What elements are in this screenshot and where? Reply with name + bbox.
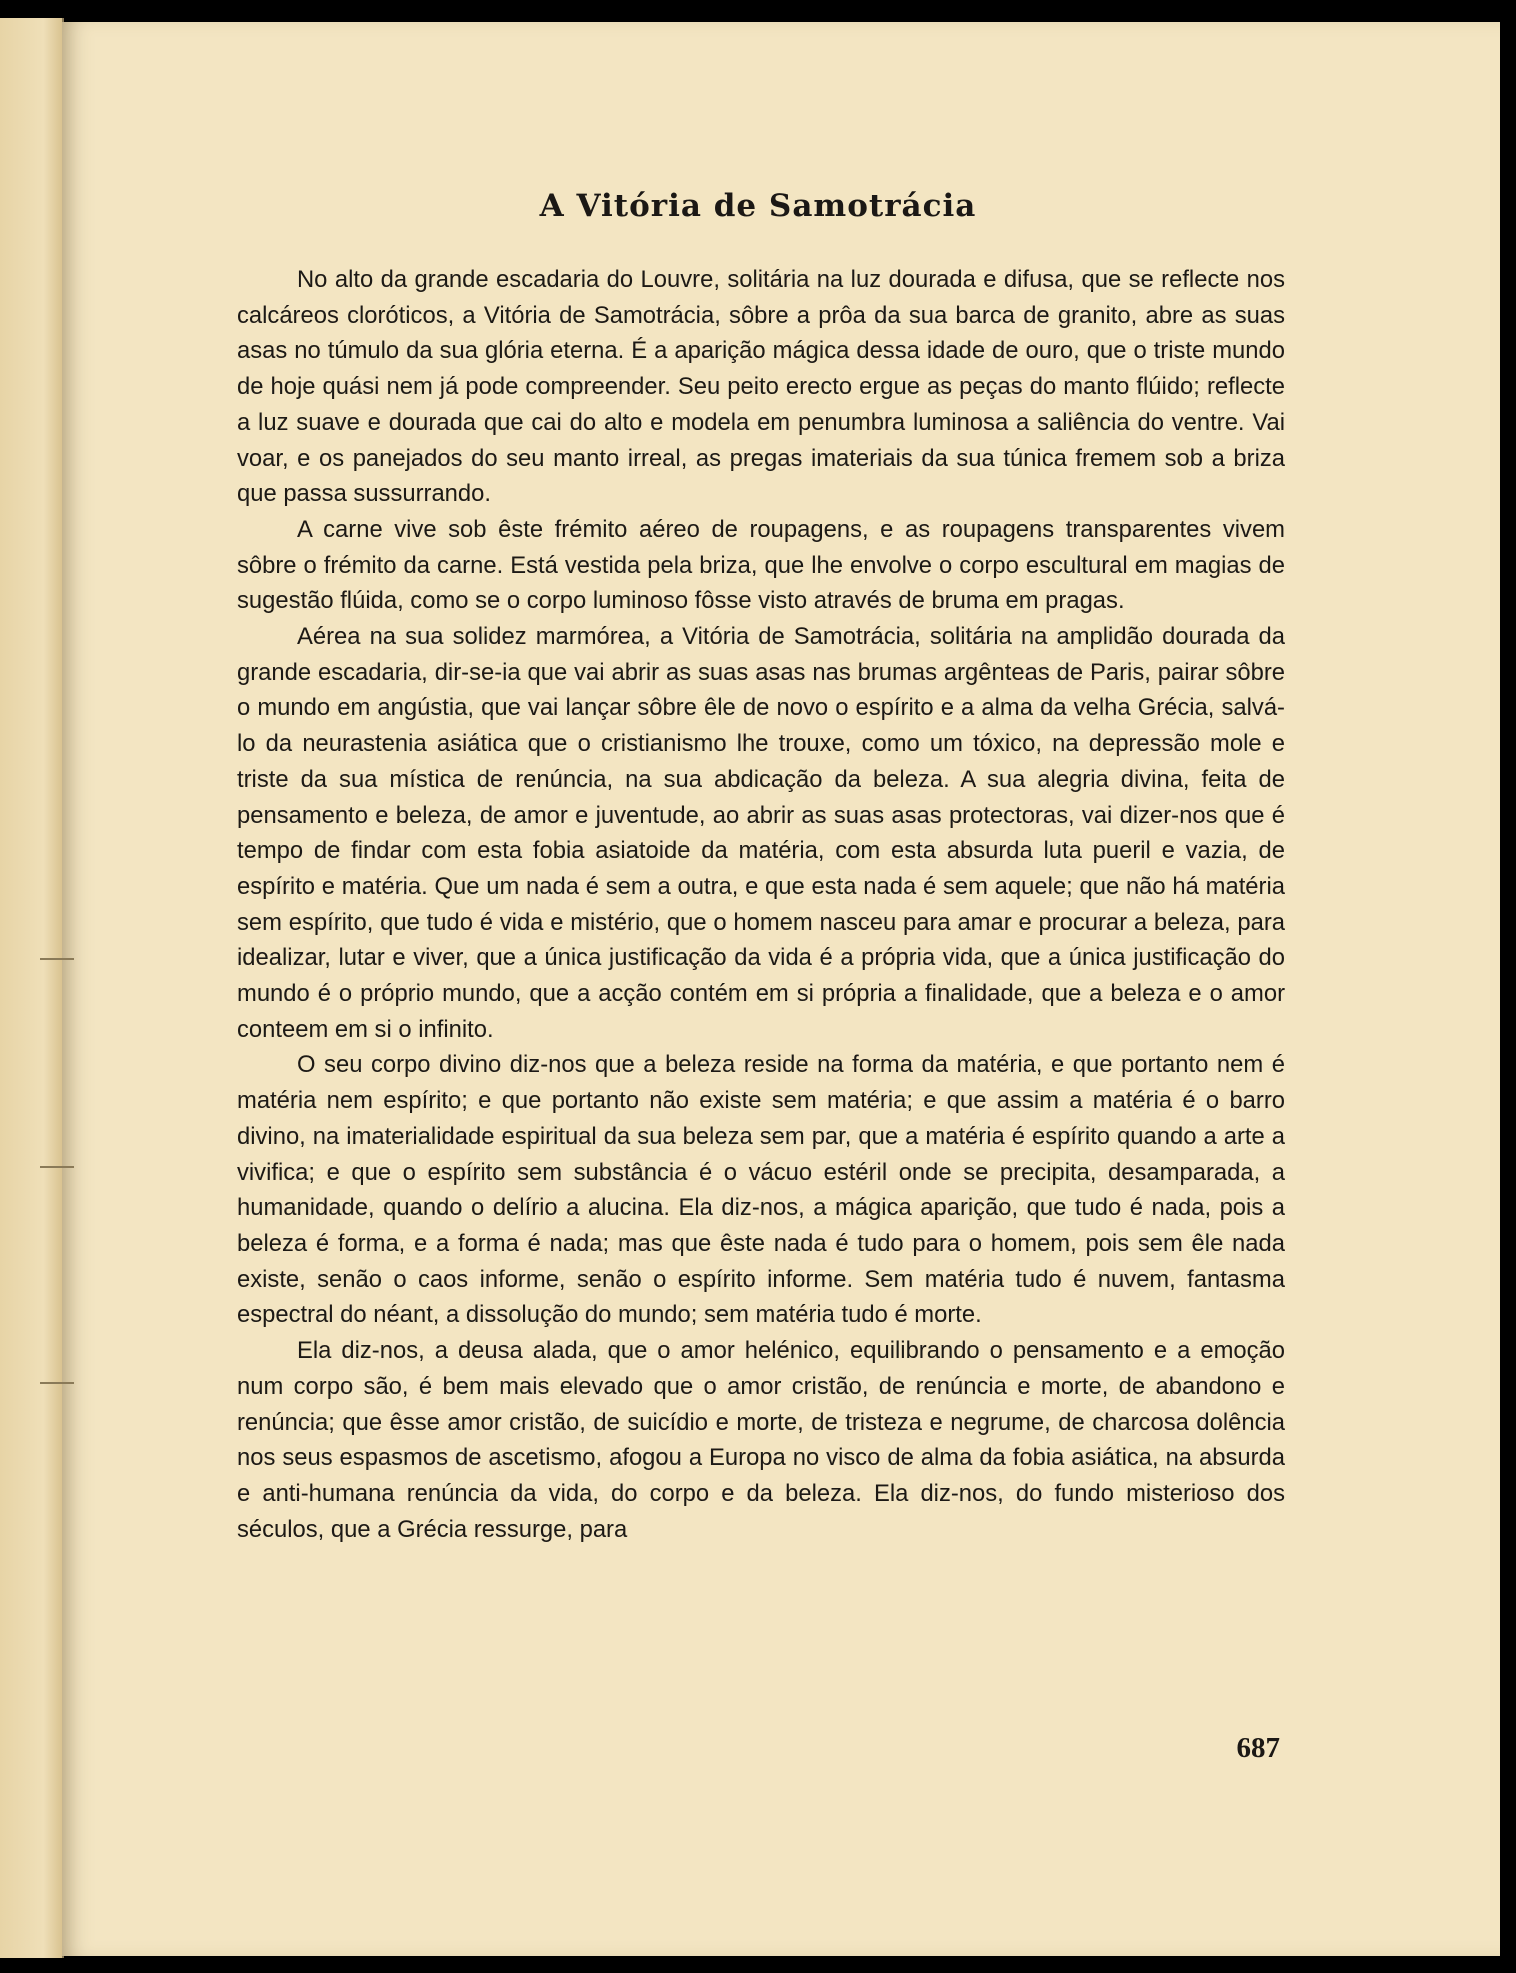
paragraph: No alto da grande escadaria do Louvre, solitária na luz dourada e difusa, que se reflecte nos calcáreos cloróticos, a Vitória de Samotrácia, sôbre a prôa da sua barca de granito, abre as suas asas no túmulo da sua glória eterna. É a aparição mágica dessa idade de ouro, que o triste mundo de hoje quási nem já pode compreender. Seu peito erecto ergue as peças do manto flúido; reflecte a luz suave e dourada que cai do alto e modela em penumbra luminosa a saliência do ventre. Vai voar, e os panejados do seu manto irreal, as pregas imateriais da sua túnica fremem sob a briza que passa sussurrando.: [237, 266, 1285, 508]
paragraph: Aérea na sua solidez marmórea, a Vitória de Samotrácia, solitária na amplidão dourada da grande escadaria, dir-se-ia que vai abrir as suas asas nas brumas argênteas de Paris, pairar sôbre o mundo em angústia, que vai lançar sôbre êle de novo o espírito e a alma da velha Grécia, salvá-lo da neurastenia asiática que o cristianismo lhe trouxe, como um tóxico, na depressão mole e triste da sua mística de renúncia, na sua abdicação da beleza. A sua alegria divina, feita de pensamento e beleza, de amor e juventude, ao abrir as suas asas protectoras, vai dizer-nos que é tempo de findar com esta fobia asiatoide da matéria, com esta absurda luta pueril e vazia, de espírito e matéria. Que um nada é sem a outra, e que esta nada é sem aquele; que não há matéria sem espírito, que tudo é vida e mistério, que o homem nasceu para amar e procurar a beleza, para idealizar, lutar e viver, que a única justificação da vida é a própria vida, que a única justificação do mundo é o próprio mundo, que a acção contém em si própria a finalidade, que a beleza e o amor conteem em si o infinito.: [237, 623, 1285, 1043]
previous-page-edge: [0, 18, 64, 1958]
body-text: [237, 262, 1285, 1547]
paragraph: A carne vive sob êste frémito aéreo de roupagens, e as roupagens transparentes vivem sôbre o frémito da carne. Está vestida pela briza, que lhe envolve o corpo escultural em magias de sugestão flúida, como se o corpo luminoso fôsse visto através de bruma em pragas.: [237, 515, 1285, 615]
page-title: A Vitória de Samotrácia: [539, 188, 977, 224]
page-number: 687: [1236, 1732, 1280, 1764]
page-edge-mark: [40, 1166, 74, 1168]
paragraph: Ela diz-nos, a deusa alada, que o amor helénico, equilibrando o pensamento e a emoção num corpo são, é bem mais elevado que o amor cristão, de renúncia e morte, de abandono e renúncia; que êsse amor cristão, de suicídio e morte, de tristeza e negrume, de charcosa dolência nos seus espasmos de ascetismo, afogou a Europa no visco de alma da fobia asiática, na absurda e anti-humana renúncia da vida, do corpo e da beleza. Ela diz-nos, do fundo misterioso dos séculos, que a Grécia ressurge, para: [237, 1337, 1285, 1543]
page-edge-mark: [40, 1382, 74, 1384]
paragraph: O seu corpo divino diz-nos que a beleza reside na forma da matéria, e que portanto nem é matéria nem espírito; e que portanto não existe sem matéria; e que assim a matéria é o barro divino, na imaterialidade espiritual da sua beleza sem par, que a matéria é espírito quando a arte a vivifica; e que o espírito sem substância é o vácuo estéril onde se precipita, desamparada, a humanidade, quando o delírio a alucina. Ela diz-nos, a mágica aparição, que tudo é nada, pois a beleza é forma, e a forma é nada; mas que êste nada é tudo para o homem, pois sem êle nada existe, senão o caos informe, senão o espírito informe. Sem matéria tudo é nuvem, fantasma espectral do néant, a dissolução do mundo; sem matéria tudo é morte.: [237, 1051, 1285, 1329]
page-edge-mark: [40, 958, 74, 960]
